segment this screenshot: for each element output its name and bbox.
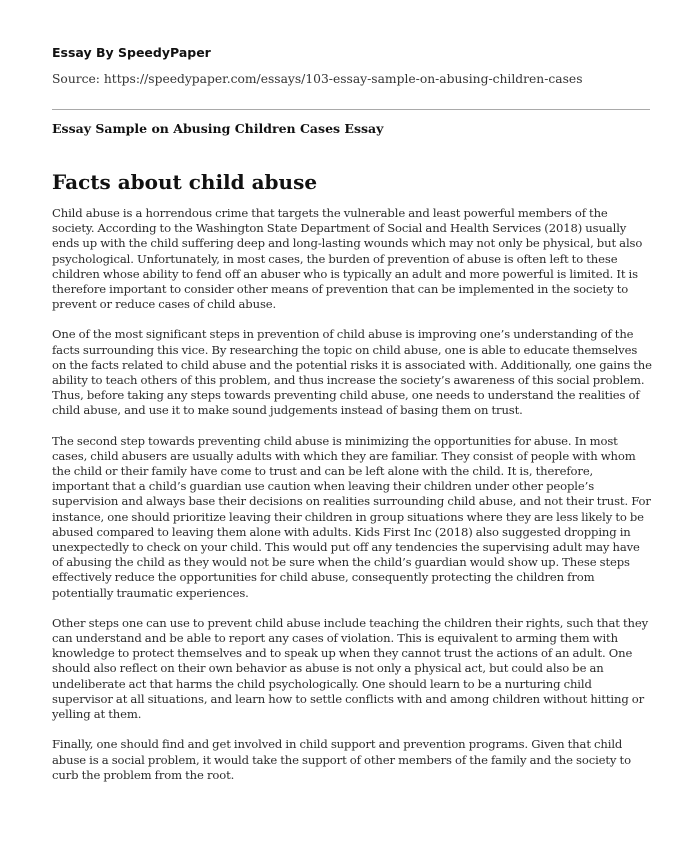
essay-title: Facts about child abuse <box>52 170 318 194</box>
paragraph: One of the most significant steps in prevention of child abuse is improving one’s understanding of the facts surrounding this vice. By researching the topic on child abuse, one is able to educate themselves on the facts related to child abuse and the potential risks it is associated with. Additionally, one gains the ability to teach others of this problem, and thus increase the society’s awareness of this social problem. Thus, before taking any steps towards preventing child abuse, one needs to understand the realities of child abuse, and use it to make sound judgements instead of basing them on trust. <box>52 327 652 418</box>
source-line: Source: https://speedypaper.com/essays/103-essay-sample-on-abusing-children-cases <box>52 72 583 86</box>
paragraph: Other steps one can use to prevent child abuse include teaching the children their rights, such that they can understand and be able to report any cases of violation. This is equivalent to arming them with knowledge to protect themselves and to speak up when they cannot trust the actions of an adult. One should also reflect on their own behavior as abuse is not only a physical act, but could also be an undeliberate act that harms the child psychologically. One should learn to be a nurturing child supervisor at all situations, and learn how to settle conflicts with and among children without hitting or yelling at them. <box>52 615 649 722</box>
brand-title: Essay By SpeedyPaper <box>52 45 211 60</box>
paragraph: The second step towards preventing child abuse is minimizing the opportunities for abuse. In most cases, child abusers are usually adults with which they are familiar. They consist of people with whom the child or their family have come to trust and can be left alone with the child. It is, therefore, important that a child’s guardian use caution when leaving their children under other people’s supervision and always base their decisions on realities surrounding child abuse, and not their trust. For instance, one should prioritize leaving their children in group situations where they are less likely to be abused compared to leaving them alone with adults. Kids First Inc (2018) also suggested dropping in unexpectedly to check on your child. This would put off any tendencies the supervising adult may have of abusing the child as they would not be sure when the child’s guardian would show up. These steps effectively reduce the opportunities for child abuse, consequently protecting the children from potentially traumatic experiences. <box>52 433 651 600</box>
paragraph: Child abuse is a horrendous crime that targets the vulnerable and least powerful members of the society. According to the Washington State Department of Social and Health Services (2018) usually ends up with the child suffering deep and long-lasting wounds which may not only be physical, but also psychological. Unfortunately, in most cases, the burden of prevention of abuse is often left to these children whose ability to fend off an abuser who is typically an adult and more powerful is limited. It is therefore important to consider other means of prevention that can be implemented in the society to prevent or reduce cases of child abuse. <box>52 206 643 312</box>
essay-heading: Essay Sample on Abusing Children Cases Essay <box>52 121 384 136</box>
essay-body <box>52 206 652 798</box>
paragraph: Finally, one should find and get involved in child support and prevention programs. Given that child abuse is a social problem, it would take the support of other members of the family and the society to curb the problem from the root. <box>52 737 631 782</box>
header-divider <box>52 109 650 110</box>
